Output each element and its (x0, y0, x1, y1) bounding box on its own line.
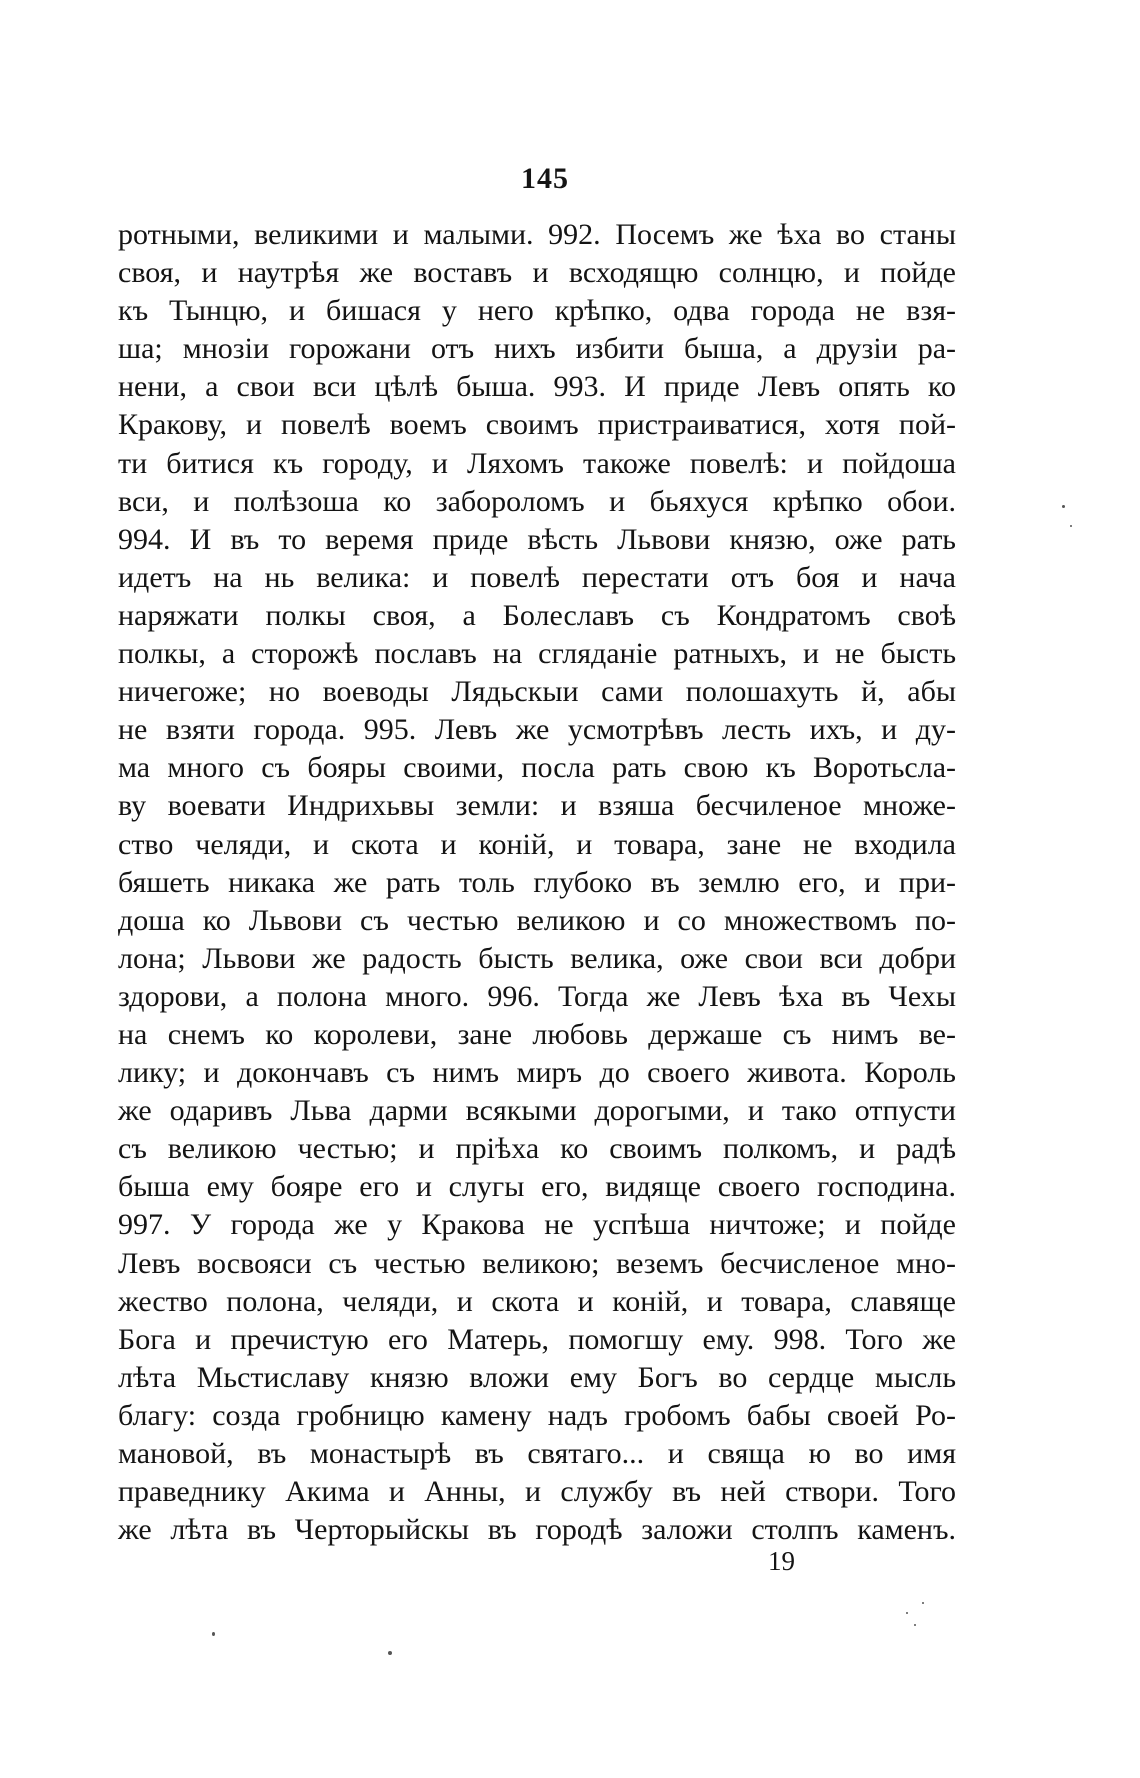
print-speck (1070, 525, 1072, 527)
print-speck (922, 1602, 924, 1604)
text-line: мановой, въ монастырѣ въ святаго... и свяща ю во имя (118, 1437, 956, 1470)
text-line: лона; Львови же радость бысть велика, оже свои вси добри (118, 941, 956, 975)
print-speck (388, 1651, 392, 1655)
text-line: праведнику Акима и Анны, и службу въ ней створи. Того (118, 1475, 956, 1509)
print-speck (914, 1624, 916, 1626)
text-line: доша ко Львови съ честью великою и со множествомъ по- (118, 903, 956, 937)
page-number: 145 (521, 162, 569, 195)
text-line: наряжати полкы своя, а Болеславъ съ Кондратомъ своѣ (118, 598, 956, 632)
text-line: не взяти города. 995. Левъ же усмотрѣвъ лесть ихъ, и ду- (118, 713, 956, 747)
signature-mark: 19 (768, 1546, 795, 1576)
text-line: быша ему бояре его и слугы его, видяще своего господина. (118, 1170, 956, 1204)
text-line: жество полона, челяди, и скота и коній, и товара, славяще (118, 1284, 956, 1318)
text-line: ничегоже; но воеводы Лядьскыи сами полошахуть й, абы (118, 675, 956, 709)
text-line: на снемъ ко королеви, зане любовь держаше съ нимъ ве- (118, 1017, 956, 1051)
text-line: своя, и наутрѣя же воставъ и всходящю солнцю, и пойде (118, 256, 956, 290)
text-line: бяшеть никака же рать толь глубоко въ землю его, и при- (118, 865, 956, 899)
text-line: ма много съ бояры своими, посла рать свою къ Воротьсла- (118, 751, 956, 785)
text-line: лику; и докончавъ съ нимъ миръ до своего живота. Король (118, 1056, 956, 1090)
text-line: вси, и полѣзоша ко забороломъ и бьяхуся крѣпко обои. (118, 484, 956, 518)
text-line: ство челяди, и скота и коній, и товара, зане не входила (118, 827, 956, 861)
text-line: съ великою честью; и пріѣха ко своимъ полкомъ, и радѣ (118, 1132, 956, 1166)
text-line: къ Тынцю, и бишася у него крѣпко, одва города не взя- (118, 294, 956, 328)
print-speck (906, 1612, 908, 1614)
text-line: ротными, великими и малыми. 992. Посемъ же ѣха во станы (118, 218, 956, 251)
text-line: Кракову, и повелѣ воемъ своимъ пристраиватися, хотя пой- (118, 408, 956, 442)
text-line: здорови, а полона много. 996. Тогда же Левъ ѣха въ Чехы (118, 979, 956, 1013)
text-line: ти битися къ городу, и Ляхомъ такоже повелѣ: и пойдоша (118, 446, 956, 480)
text-line: благу: созда гробницю камену надъ гробомъ бабы своей Ро- (118, 1398, 956, 1432)
print-speck (212, 1632, 215, 1636)
chronicle-text-block (118, 216, 956, 1549)
text-line: ву воевати Индрихьвы земли: и взяша бесчиленое множе- (118, 789, 956, 823)
print-speck (1062, 505, 1065, 508)
text-line: же одаривъ Льва дарми всякыми дорогыми, и тако отпусти (118, 1094, 956, 1128)
text-line: идетъ на нь велика: и повелѣ перестати отъ боя и нача (118, 560, 956, 594)
text-line: Бога и пречистую его Матерь, помогшу ему. 998. Того же (118, 1322, 956, 1356)
text-line: полкы, а сторожѣ пославъ на сглядaніе ратныхъ, и не бысть (118, 637, 956, 671)
text-line: лѣта Мьстиславу князю вложи ему Богъ во сердце мысль (118, 1360, 956, 1394)
text-line: Левъ восвояси съ честью великою; веземъ бесчисленое мно- (118, 1246, 956, 1280)
text-line: же лѣта въ Черторыйскы въ городѣ заложи столпъ каменъ. (118, 1513, 956, 1547)
text-line: нени, а свои вси цѣлѣ быша. 993. И приде Левъ опять ко (118, 370, 956, 404)
text-line: 994. И въ то веремя приде вѣсть Львови князю, оже рать (118, 522, 956, 556)
text-line: 997. У города же у Кракова не успѣша ничтоже; и пойде (118, 1208, 956, 1242)
text-line: ша; мнозіи горожани отъ нихъ избити быша, а друзіи ра- (118, 332, 956, 366)
